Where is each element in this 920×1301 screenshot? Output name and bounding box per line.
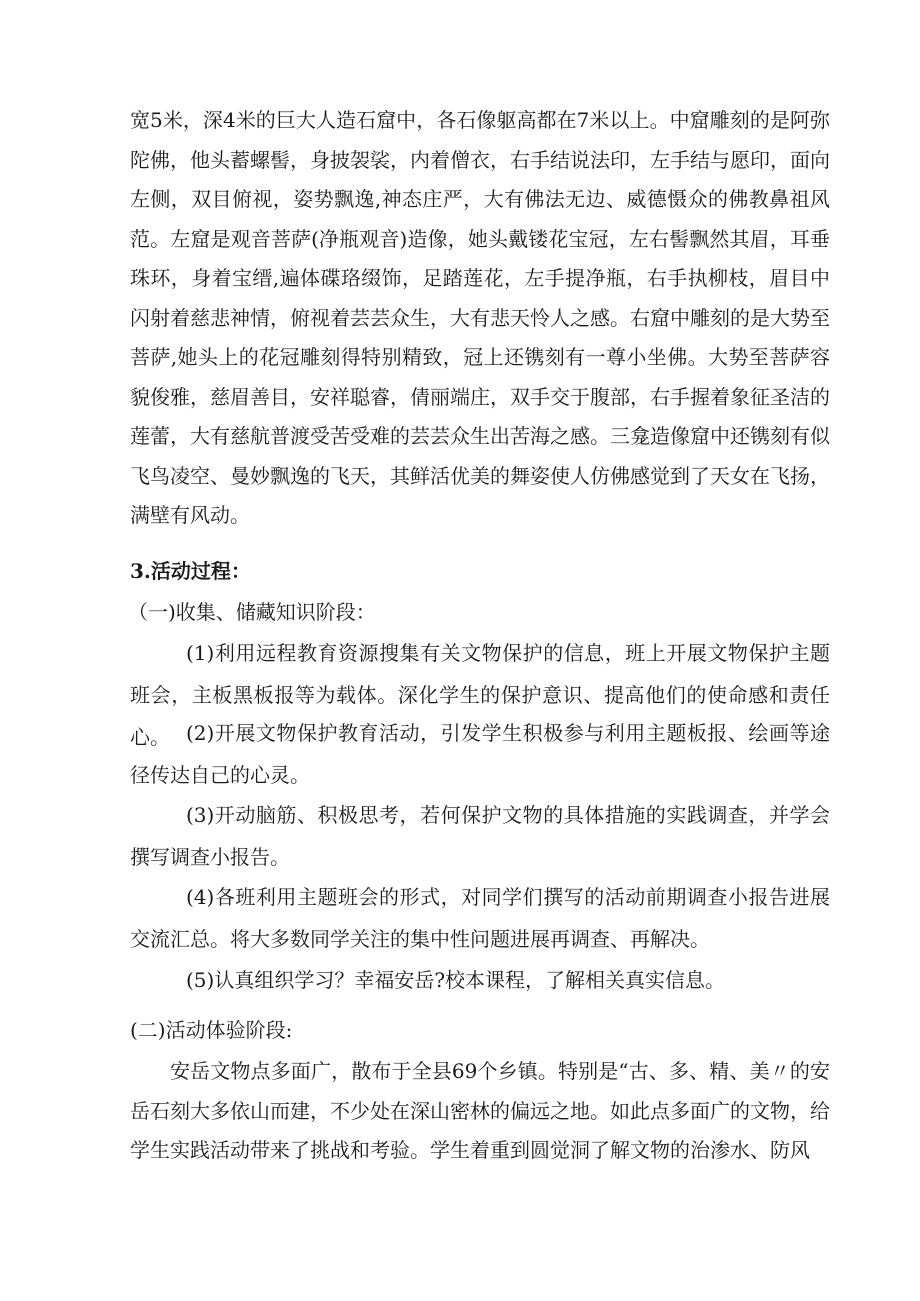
phase1-heading: （一)收集、储藏知识阶段： <box>128 600 376 624</box>
intro-paragraph: 宽5米，深4米的巨大人造石窟中，各石像躯高都在7米以上。中窟雕刻的是阿弥陀佛，他头蓄螺髻，身披袈裟，内着僧衣，右手结说法印，左手结与愿印，面向左侧，双目俯视，姿势飘逸,神态庄严，大有佛法无边、威德慑众的佛教鼻祖风范。左窟是观音菩萨(净瓶观音)造像，她头戴镂花宝冠，左右髻飘然其眉，耳垂珠环，身着宝缙,遍体碟珞缀饰，足踏莲花，左手提净瓶，右手执柳枝，眉目中闪射着慈悲神情，俯视着芸芸众生，大有悲天怜人之感。右窟中雕刻的是大势至菩萨,她头上的花冠雕刻得特别精致，冠上还镌刻有一尊小坐佛。大势至菩萨容貌俊雅，慈眉善目，安祥聪睿，倩丽端庄，双手交于腹部，右手握着象征圣洁的莲蕾，大有慈航普渡受苦受难的芸芸众生出苦海之感。三龛造像窟中还镌刻有似飞鸟凌空、曼妙飘逸的飞天，其鲜活优美的舞姿使人仿佛感觉到了天女在飞扬，满壁有风动。 <box>130 108 830 527</box>
phase2-heading: (二)活动体验阶段: <box>130 1018 293 1042</box>
phase1-item-3: (3)开动脑筋、积极思考，若何保护文物的具体措施的实践调查，并学会撰写调查小报告。 <box>130 803 830 869</box>
phase1-item-5: (5)认真组织学习？幸福安岳?校本课程，了解相关真实信息。 <box>186 968 726 992</box>
phase1-item-2: (2)开展文物保护教育活动，引发学生积极参与利用主题板报、绘画等途径传达自己的心灵。 <box>130 721 830 787</box>
phase1-item-1: (1)利用远程教育资源搜集有关文物保护的信息，班上开展文物保护主题班会，主板黑板报等为载体。深化学生的保护意识、提高他们的使命感和责任心。 <box>130 641 830 749</box>
phase1-item-4: (4)各班利用主题班会的形式，对同学们撰写的活动前期调查小报告进展交流汇总。将大多数同学关注的集中性问题进展再调查、再解决。 <box>130 885 830 951</box>
phase2-paragraph: 安岳文物点多面广，散布于全县69个乡镇。特别是“古、多、精、美〃的安岳石刻大多依山而建，不少处在深山密林的偏远之地。如此点多面广的文物，给学生实践活动带来了挑战和考验。学生着重到圆觉洞了解文物的治渗水、防风 <box>130 1059 830 1162</box>
section3-heading: 3.活动过程： <box>130 559 251 583</box>
